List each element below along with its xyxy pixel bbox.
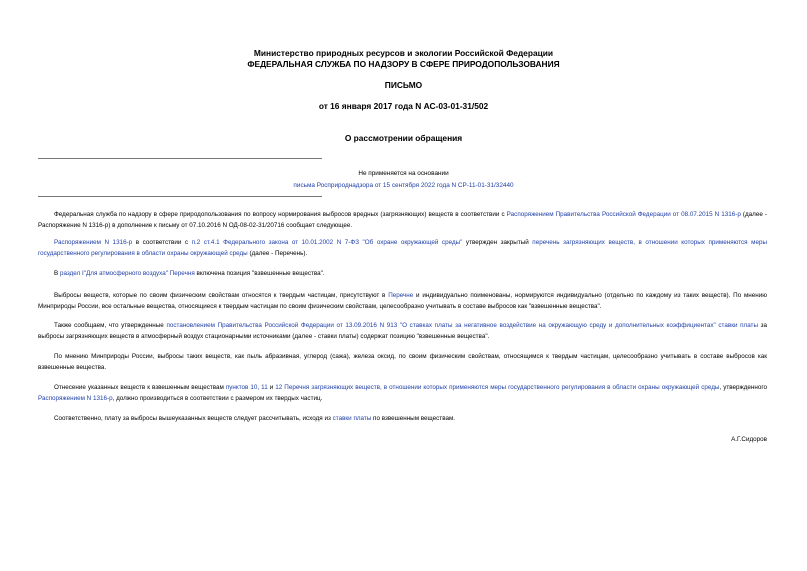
text: Отнесение указанных веществ к взвешенным веществам — [54, 384, 226, 391]
text: Соответственно, плату за выбросы вышеуказанных веществ следует рассчитывать, исходя из — [54, 415, 333, 422]
link-resolution-913[interactable]: постановлением Правительства Российской Федерации от 13.09.2016 N 913 "О ставках платы за негативное воздействие на окружающую среду и дополнительных коэффициентах" ставки платы — [166, 322, 758, 329]
text: утвержден закрытый — [462, 239, 533, 246]
link-decree-1316-ref[interactable]: Распоряжением N 1316-р — [38, 395, 113, 402]
text: , должно производиться в соответствии с размером их твердых частиц. — [112, 395, 323, 402]
text: По мнению Минприроды России, выбросы таких веществ, как пыль абразивная, углерод (сажа), железа оксид, по своим физическим свойствам, относящимся к твердым частицам, целесообразно учитывать в составе выбросов как взвешенные вещества. — [38, 353, 767, 371]
text: за выбросы загрязняющих веществ в атмосферный воздух стационарными источниками (далее - ставки платы) содержат позицию "взвешенные вещества". — [38, 322, 767, 340]
link-item-12-list[interactable]: 12 Перечня загрязняющих веществ, в отношении которых применяются меры государственного регулирования в области охраны окружающей среды — [275, 384, 720, 391]
signature: А.Г.Сидоров — [731, 436, 767, 443]
service-name: ФЕДЕРАЛЬНАЯ СЛУЖБА ПО НАДЗОРУ В СФЕРЕ ПРИРОДОПОЛЬЗОВАНИЯ — [247, 59, 560, 69]
link-pollutants-list[interactable]: перечень загрязняющих веществ, в отношении которых применяются меры государственного регулирования в области охраны окружающей среды — [38, 239, 767, 257]
paragraph-7 — [38, 382, 767, 404]
text: и индивидуально поименованы, нормируются индивидуально (отдельно по каждому из таких веществ). По мнению Минприроды России, все остальные вещества, относящиеся к твердым частицам по своим физическим свойствам, целесообразно учитывать в составе выбросов как "взвешенные вещества". — [38, 292, 767, 310]
paragraph-4 — [38, 290, 767, 312]
text: , утвержденного — [719, 384, 768, 391]
link-list[interactable]: Перечне — [388, 292, 414, 299]
doc-subject: О рассмотрении обращения — [344, 133, 463, 143]
ministry-name: Министерство природных ресурсов и экологии Российской Федерации — [253, 48, 554, 58]
paragraph-6 — [38, 351, 767, 373]
text: В — [54, 270, 60, 277]
text: включена позиция "взвешенные вещества". — [194, 270, 325, 277]
paragraph-3 — [38, 268, 767, 279]
paragraph-1 — [38, 209, 767, 231]
link-payment-rates[interactable]: ставки платы — [332, 415, 372, 422]
doc-date: от 16 января 2017 года N АС-03-01-31/502 — [318, 101, 489, 111]
link-section-atmosphere[interactable]: раздел I"Для атмосферного воздуха" Перечня — [59, 270, 195, 277]
link-items-10-11[interactable]: пунктов 10, 11 — [225, 384, 268, 391]
text: по взвешенным веществам. — [371, 415, 456, 422]
link-decree-1316[interactable]: Распоряжением Правительства Российской Федерации от 08.07.2015 N 1316-р — [506, 211, 741, 218]
text: и — [267, 384, 276, 391]
paragraph-5 — [38, 320, 767, 342]
doc-type: ПИСЬМО — [384, 80, 423, 90]
text: в соответствии с — [132, 239, 192, 246]
text: (далее - Распоряжение N 1316-р) в дополнение к письму от 07.10.2016 N ОД-08-02-31/20716 сообщает следующее. — [38, 211, 767, 229]
link-decree-1316-short[interactable]: Распоряжением N 1316-р — [54, 239, 133, 246]
divider-bottom — [38, 196, 322, 197]
status-note-link-row — [0, 180, 807, 192]
paragraph-2 — [38, 237, 767, 259]
status-note-link[interactable]: письма Росприроднадзора от 15 сентября 2022 года N СР-11-01-31/32440 — [293, 182, 514, 189]
text: Выбросы веществ, которые по своим физическим свойствам относятся к твердым частицам, присутствуют в — [54, 292, 389, 299]
text: (далее - Перечень). — [247, 250, 308, 257]
status-note: Не применяется на основании — [358, 170, 449, 177]
paragraph-8 — [38, 413, 767, 424]
text: Также сообщаем, что утвержденные — [54, 322, 167, 329]
text: Федеральная служба по надзору в сфере природопользования по вопросу нормирования выбросов вредных (загрязняющих) веществ в соответствии с — [54, 211, 507, 218]
divider-top — [38, 158, 322, 159]
link-federal-law-7fz[interactable]: п.2 ст.4.1 Федерального закона от 10.01.2002 N 7-ФЗ "Об охране окружающей среды" — [191, 239, 463, 246]
